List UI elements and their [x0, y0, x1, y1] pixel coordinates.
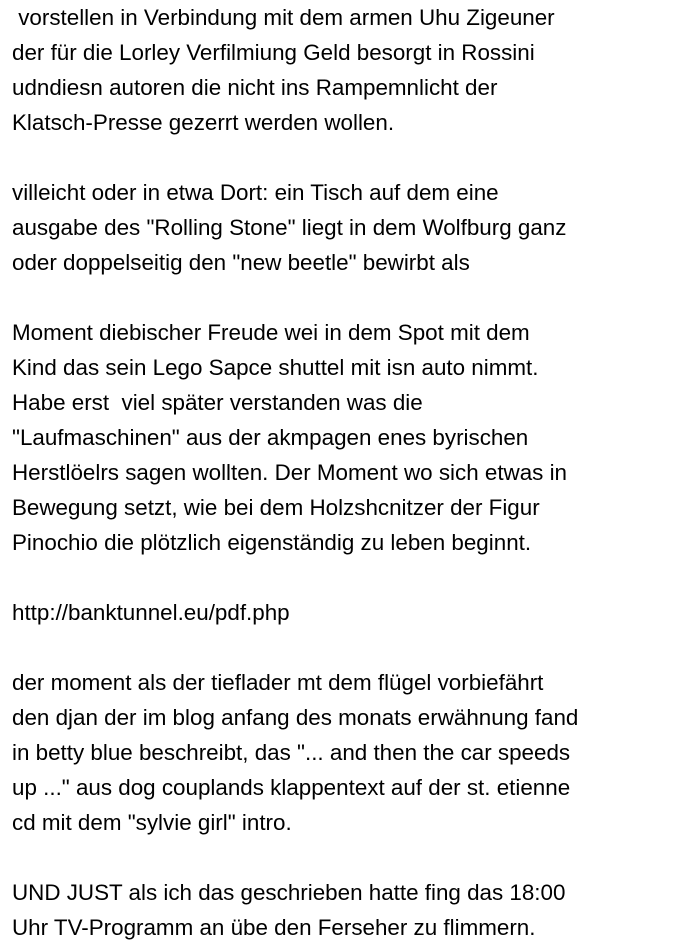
- paragraph-2: [12, 175, 680, 280]
- text-line: Bewegung setzt, wie bei dem Holzshcnitzer der Figur: [12, 495, 540, 520]
- text-line: cd mit dem "sylvie girl" intro.: [12, 810, 292, 835]
- text-line: Herstlöelrs sagen wollten. Der Moment wo sich etwas in: [12, 460, 568, 485]
- text-line: der für die Lorley Verfilmiung Geld besorgt in Rossini: [12, 40, 535, 65]
- url-text: http://banktunnel.eu/pdf.php: [12, 600, 290, 625]
- paragraph-5: [12, 665, 680, 840]
- paragraph-6: [12, 875, 680, 945]
- text-line: der moment als der tieflader mt dem flügel vorbiefährt: [12, 670, 544, 695]
- text-line: UND JUST als ich das geschrieben hatte fing das 18:00: [12, 880, 566, 905]
- text-line: ausgabe des "Rolling Stone" liegt in dem Wolfburg ganz: [12, 215, 567, 240]
- paragraph-3: [12, 315, 680, 560]
- text-line: udndiesn autoren die nicht ins Rampemnlicht der: [12, 75, 498, 100]
- paragraph-1: [12, 0, 680, 140]
- text-line: villeicht oder in etwa Dort: ein Tisch auf dem eine: [12, 180, 499, 205]
- text-line: vorstellen in Verbindung mit dem armen Uhu Zigeuner: [12, 5, 555, 30]
- text-line: Uhr TV-Programm an übe den Ferseher zu flimmern.: [12, 915, 536, 940]
- text-line: Pinochio die plötzlich eigenständig zu leben beginnt.: [12, 530, 532, 555]
- paragraph-4-url: [12, 595, 680, 630]
- text-line: up ..." aus dog couplands klappentext auf der st. etienne: [12, 775, 571, 800]
- text-line: Klatsch-Presse gezerrt werden wollen.: [12, 110, 395, 135]
- text-line: den djan der im blog anfang des monats erwähnung fand: [12, 705, 579, 730]
- text-line: in betty blue beschreibt, das "... and then the car speeds: [12, 740, 571, 765]
- document-page: [12, 0, 680, 945]
- text-line: Kind das sein Lego Sapce shuttel mit isn auto nimmt.: [12, 355, 539, 380]
- text-line: Moment diebischer Freude wei in dem Spot mit dem: [12, 320, 530, 345]
- text-line: "Laufmaschinen" aus der akmpagen enes byrischen: [12, 425, 529, 450]
- text-line: Habe erst viel später verstanden was die: [12, 390, 423, 415]
- text-line: oder doppelseitig den "new beetle" bewirbt als: [12, 250, 470, 275]
